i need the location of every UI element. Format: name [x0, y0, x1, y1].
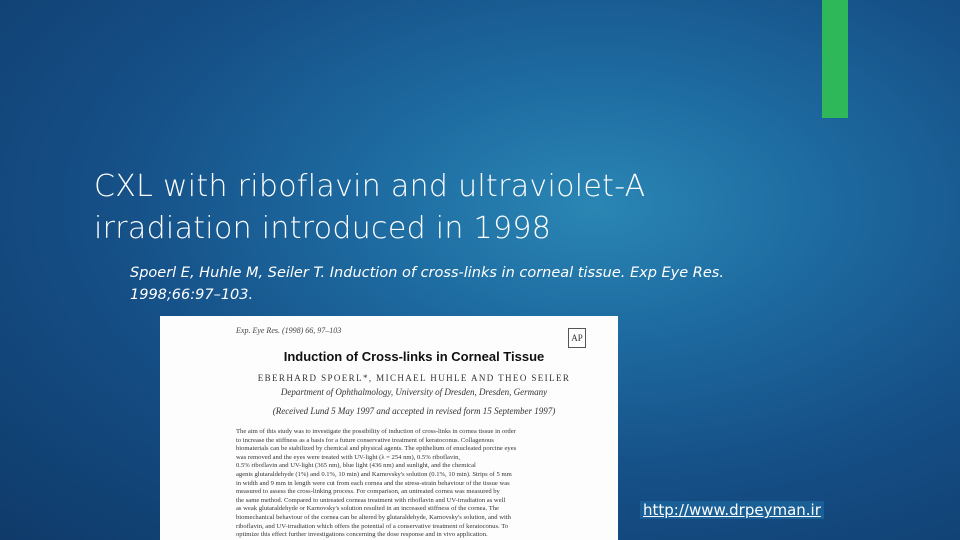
abstract-line: measured to assess the cross-linking process. For comparison, an untreated cornea was measured by: [236, 488, 500, 496]
abstract-line: optimize this effect further investigations concerning the dose response and in vivo application.: [236, 531, 488, 539]
abstract-line: riboflavin, and UV-irradiation which offers the potential of a conservative treatment of keratoconus. To: [236, 522, 509, 530]
abstract-line: as weak glutaraldehyde or Karnovsky's solution resulted in an increased stiffness of the cornea. The: [236, 505, 499, 513]
abstract-line: 0.5% riboflavin and UV-light (365 nm), blue light (436 nm) and sunlight, and the chemical: [236, 462, 476, 470]
abstract-line: was removed and the eyes were treated with UV-light (λ = 254 nm), 0.5% riboflavin,: [236, 453, 461, 461]
paper-journal-line: Exp. Eye Res. (1998) 66, 97–103: [236, 326, 342, 335]
abstract-line: to increase the stiffness as a basis for a future conservative treatment of keratoconus. Collagenous: [236, 436, 494, 444]
paper-abstract: [236, 428, 592, 540]
paper-image: [160, 316, 618, 540]
slide-title-line-2: irradiation introduced in 1998: [94, 211, 552, 246]
paper-authors: EBERHARD SPOERL*, MICHAEL HUHLE AND THEO SEILER: [257, 373, 571, 383]
paper-title: Induction of Cross-links in Corneal Tissue: [283, 349, 545, 364]
citation-line-1: Spoerl E, Huhle M, Seiler T. Induction of cross-links in corneal tissue. Exp Eye Res.: [130, 265, 724, 281]
publisher-logo-icon: AP: [568, 328, 586, 348]
slide-title: [94, 166, 794, 250]
paper-affiliation: Department of Ophthalmology, University of Dresden, Dresden, Germany: [280, 387, 548, 397]
slide-title-line-1: CXL with riboflavin and ultraviolet-A: [94, 169, 646, 204]
abstract-line: the same method. Compared to untreated corneas treatment with riboflavin and UV-irradiation as well: [236, 496, 506, 504]
source-url-link[interactable]: http://www.drpeyman.ir: [640, 501, 824, 519]
paper-received: (Received Lund 5 May 1997 and accepted in revised form 15 September 1997): [272, 406, 556, 416]
abstract-line: biomaterials can be stabilized by chemical and physical agents. The epithelium of enucleated porcine eyes: [236, 445, 517, 453]
abstract-line: agents glutaraldehyde (1%) and 0.1%, 10 min) and Karnovsky's solution (0.1%, 10 min). Strips of 5 mm: [236, 470, 512, 478]
accent-bar: [822, 0, 848, 118]
abstract-line: The aim of this study was to investigate the possibility of induction of cross-links in cornea tissue in order: [236, 428, 516, 435]
citation: [130, 262, 790, 306]
abstract-line: biomechanical behaviour of the cornea can be altered by glutaraldehyde, Karnovsky's solution, and with: [236, 513, 511, 521]
citation-line-2: 1998;66:97–103.: [130, 287, 254, 303]
abstract-line: in width and 9 mm in length were cut from each cornea and the stress-strain behaviour of the tissue was: [236, 479, 510, 487]
